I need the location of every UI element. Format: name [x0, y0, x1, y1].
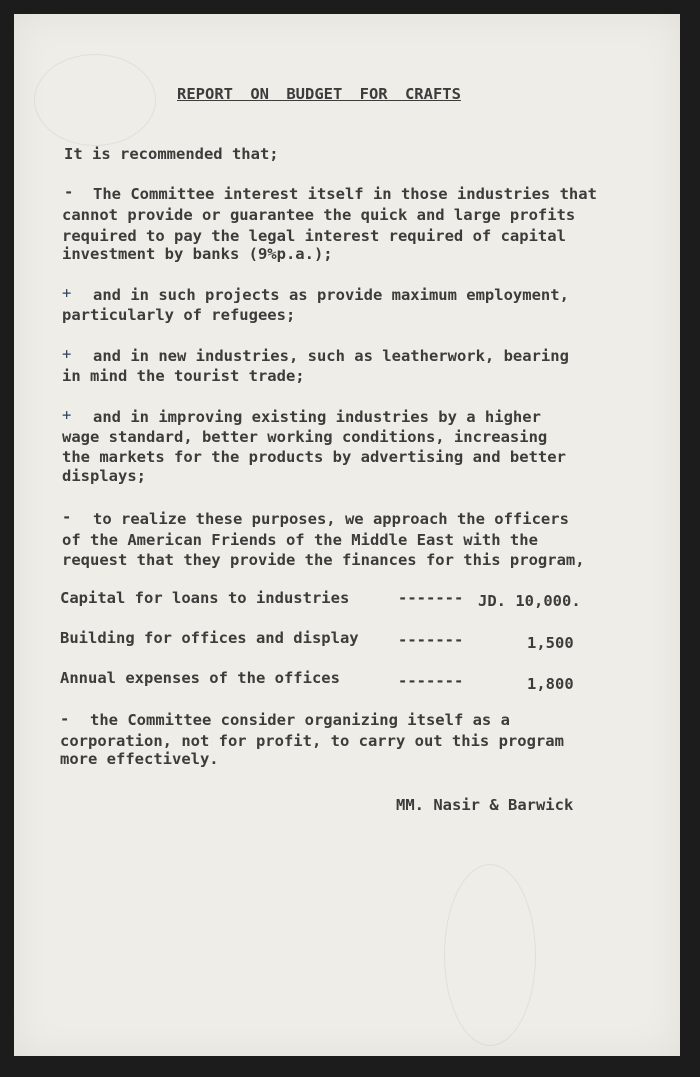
closing-line: more effectively.	[60, 750, 219, 768]
item-marker: +	[62, 406, 72, 424]
watermark-trace	[444, 864, 536, 1046]
budget-label: Building for offices and display	[60, 629, 359, 647]
item-line: wage standard, better working conditions, increasing	[62, 428, 548, 446]
watermark-trace	[34, 54, 156, 146]
item-line: required to pay the legal interest required of capital	[62, 227, 566, 245]
item-line: the markets for the products by advertising and better	[62, 448, 566, 466]
intro-line: It is recommended that;	[64, 145, 279, 163]
item-line: and in new industries, such as leatherwork, bearing	[93, 347, 569, 365]
budget-amount: 1,500	[527, 634, 574, 652]
closing-line: the Committee consider organizing itself as a	[90, 711, 510, 729]
item-line: displays;	[62, 467, 146, 485]
budget-dashes: -------	[398, 589, 464, 607]
budget-amount: 1,800	[527, 675, 574, 693]
item-marker: -	[64, 183, 74, 201]
item-line: request that they provide the finances for this program,	[62, 551, 585, 569]
budget-label: Annual expenses of the offices	[60, 669, 340, 687]
budget-amount: JD. 10,000.	[478, 592, 581, 610]
budget-dashes: -------	[398, 631, 464, 649]
item-marker: -	[62, 508, 72, 526]
item-line: in mind the tourist trade;	[62, 367, 305, 385]
item-marker: +	[62, 345, 72, 363]
item-line: and in improving existing industries by a higher	[93, 408, 541, 426]
closing-marker: -	[60, 710, 70, 728]
closing-line: corporation, not for profit, to carry out this program	[60, 732, 564, 750]
item-line: of the American Friends of the Middle East with the	[62, 531, 538, 549]
item-line: and in such projects as provide maximum employment,	[93, 286, 569, 304]
budget-label: Capital for loans to industries	[60, 589, 350, 607]
budget-dashes: -------	[398, 672, 464, 690]
item-line: investment by banks (9%p.a.);	[62, 245, 333, 263]
report-title: REPORT ON BUDGET FOR CRAFTS	[177, 85, 461, 103]
signature: MM. Nasir & Barwick	[396, 796, 574, 814]
item-marker: +	[62, 284, 72, 302]
item-line: to realize these purposes, we approach the officers	[93, 510, 569, 528]
item-line: particularly of refugees;	[62, 306, 296, 324]
item-line: cannot provide or guarantee the quick and large profits	[62, 206, 576, 224]
item-line: The Committee interest itself in those industries that	[93, 185, 597, 203]
